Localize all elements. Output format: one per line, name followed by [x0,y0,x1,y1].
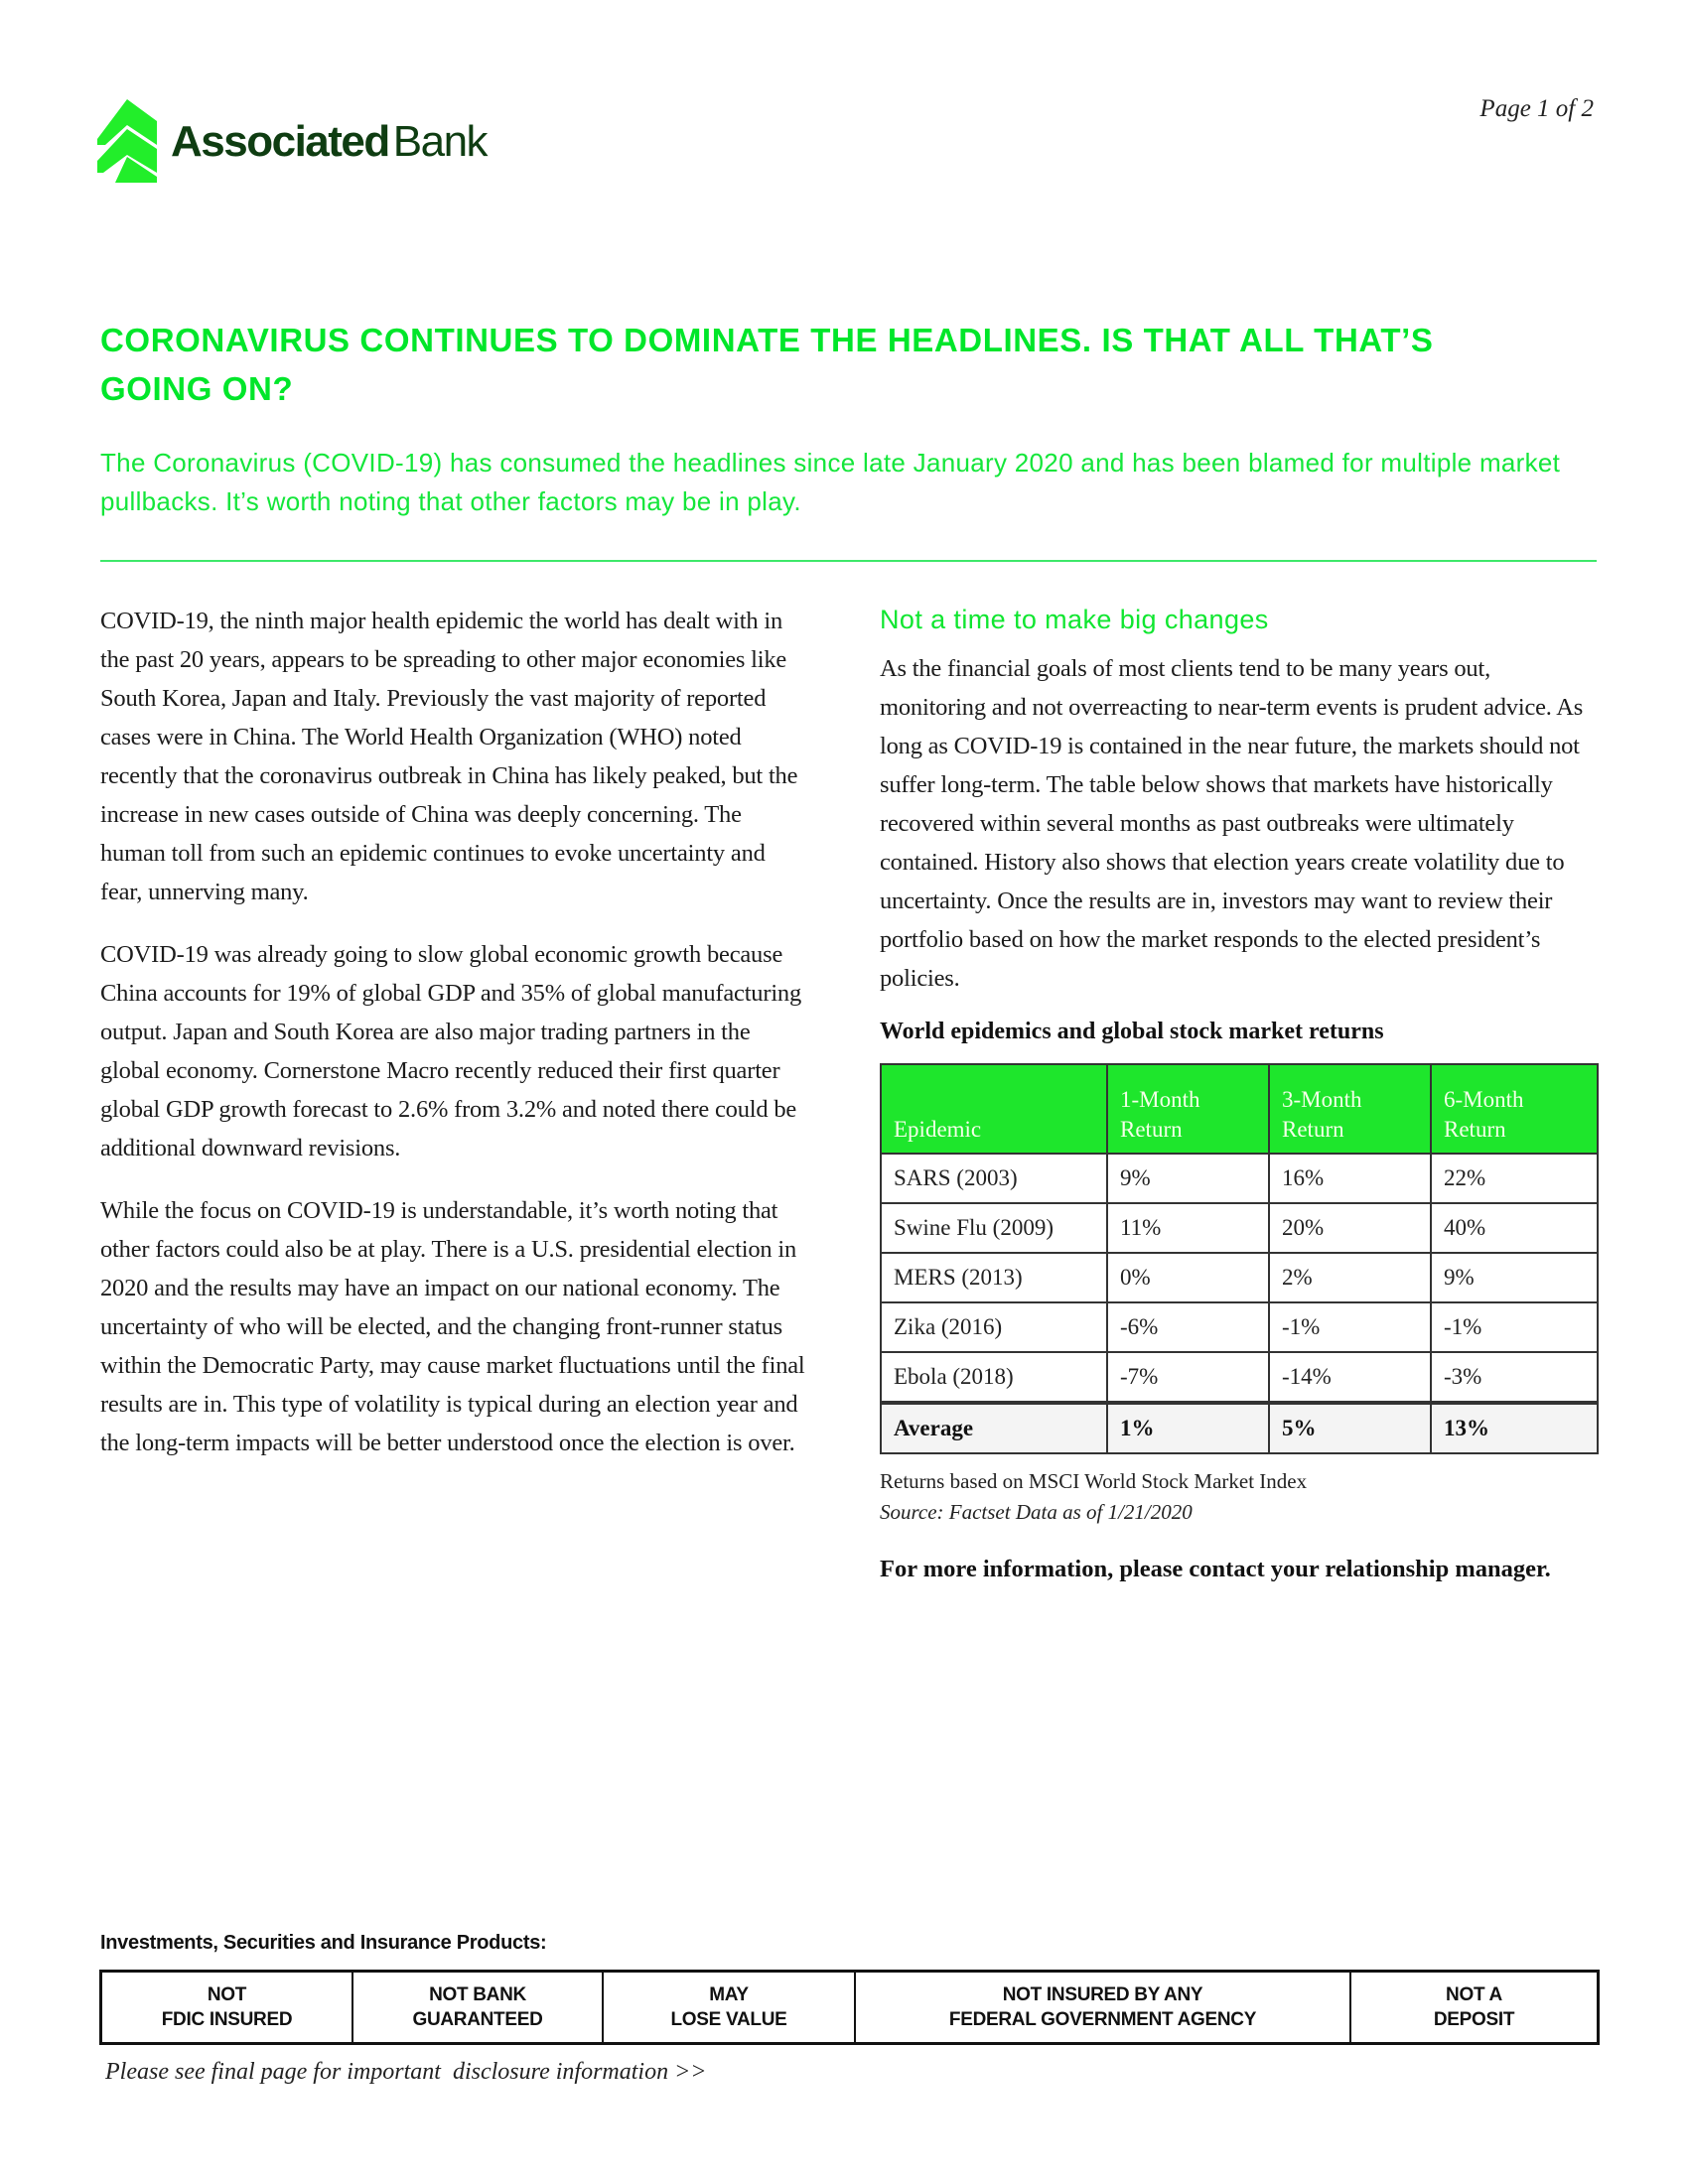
cell-epidemic: Ebola (2018) [881,1352,1107,1403]
table-source: Source: Factset Data as of 1/21/2020 [880,1500,1193,1524]
table-notes [880,1466,1597,1528]
footer-label: Investments, Securities and Insurance Products: [100,1932,547,1954]
disclaimer-may-lose-value: MAY LOSE VALUE [604,1973,856,2042]
contact-note: For more information, please contact your relationship manager. [880,1556,1551,1582]
section-heading: Not a time to make big changes [880,605,1269,634]
page-indicator: Page 1 of 2 [1479,95,1594,122]
cell-epidemic: Swine Flu (2009) [881,1203,1107,1253]
disclaimer-not-a-deposit: NOT A DEPOSIT [1433,1984,1515,2030]
cell-6-month: 22% [1431,1154,1598,1203]
column-header-1-month: 1-Month Return [1107,1064,1269,1154]
cell-3-month: 20% [1269,1203,1431,1253]
cell-epidemic: MERS (2013) [881,1253,1107,1302]
table-header-row [881,1064,1598,1154]
body-paragraph: As the financial goals of most clients tend to be many years out, monitoring and not overreacting to near-term events is prudent advice. As long as COVID-19 is contained in the near future, the markets should not suffer long-term. The table below shows that markets have historically recovered within several months as past outbreaks were ultimately contained. History also shows that election years create volatility due to uncertainty. Once the results are in, investors may want to review their portfolio based on how the market responds to the elected president’s policies. [880,655,1584,992]
cell-6-month: -3% [1431,1352,1598,1403]
column-header-3-month: 3-Month Return [1269,1064,1431,1154]
table-row [881,1302,1598,1352]
body-paragraph: COVID-19, the ninth major health epidemic the world has dealt with in the past 20 years, appears to be spreading to other major economies like South Korea, Japan and Italy. Previously the vast majority of reported cases were in China. The World Health Organization (WHO) noted recently that the coronavirus outbreak in China has likely peaked, but the increase in new cases outside of China was deeply concerning. The human toll from such an epidemic continues to evoke uncertainty and fear, unnerving many. [100,608,798,905]
returns-table [880,1063,1599,1454]
disclaimer-not-fdic-insured: NOT FDIC INSURED [102,1973,353,2042]
cell-1-month: 1% [1107,1403,1269,1453]
cell-1-month: -7% [1107,1352,1269,1403]
cell-1-month: -6% [1107,1302,1269,1352]
table-row [881,1253,1598,1302]
header-divider [100,560,1597,562]
disclaimer-not-government-insured: NOT INSURED BY ANY FEDERAL GOVERNMENT AGENCY [856,1973,1351,2042]
body-paragraph: While the focus on COVID-19 is understandable, it’s worth noting that other factors could also be at play. There is a U.S. presidential election in 2020 and the results may have an impact on our national economy. The uncertainty of who will be elected, and the changing front-runner status within the Democratic Party, may cause market fluctuations until the final results are in. This type of volatility is typical during an election year and the long-term impacts will be better understood once the election is over. [100,1197,805,1456]
disclosure-note: Please see final page for important disclosure information >> [105,2059,707,2085]
disclaimer-box [99,1970,1600,2045]
table-note: Returns based on MSCI World Stock Market Index [880,1469,1308,1493]
cell-3-month: -14% [1269,1352,1431,1403]
cell-1-month: 0% [1107,1253,1269,1302]
cell-3-month: -1% [1269,1302,1431,1352]
cell-3-month: 2% [1269,1253,1431,1302]
cell-3-month: 5% [1269,1403,1431,1453]
cell-epidemic: Zika (2016) [881,1302,1107,1352]
column-header-epidemic: Epidemic [881,1064,1107,1154]
table-average-row [881,1403,1598,1453]
tree-chevron-icon [97,99,159,183]
cell-6-month: 9% [1431,1253,1598,1302]
left-column [100,602,811,1486]
cell-average-label: Average [881,1403,1107,1453]
brand-logo [97,99,524,184]
table-row [881,1154,1598,1203]
table-row [881,1352,1598,1403]
subtitle: The Coronavirus (COVID-19) has consumed the headlines since late January 2020 and has been blamed for multiple market pullbacks. It’s worth noting that other factors may be in play. [100,448,1561,516]
brand-name-strong: Associated [171,117,389,166]
table-title: World epidemics and global stock market returns [880,1019,1384,1044]
column-header-6-month: 6-Month Return [1431,1064,1598,1154]
body-paragraph: COVID-19 was already going to slow global economic growth because China accounts for 19% of global GDP and 35% of global manufacturing output. Japan and South Korea are also major trading partners in the global economy. Cornerstone Macro recently reduced their first quarter global GDP growth forecast to 2.6% from 3.2% and noted there could be additional downward revisions. [100,941,802,1161]
brand-wordmark [171,117,487,167]
cell-epidemic: SARS (2003) [881,1154,1107,1203]
headline: CORONAVIRUS CONTINUES TO DOMINATE THE HEADLINES. IS THAT ALL THAT’S GOING ON? [100,322,1434,407]
cell-6-month: 13% [1431,1403,1598,1453]
cell-1-month: 11% [1107,1203,1269,1253]
disclaimer-not-bank-guaranteed: NOT BANK GUARANTEED [353,1973,604,2042]
cell-1-month: 9% [1107,1154,1269,1203]
cell-6-month: 40% [1431,1203,1598,1253]
cell-6-month: -1% [1431,1302,1598,1352]
right-column [880,600,1597,1589]
cell-3-month: 16% [1269,1154,1431,1203]
brand-name-light: Bank [392,117,488,166]
table-row [881,1203,1598,1253]
